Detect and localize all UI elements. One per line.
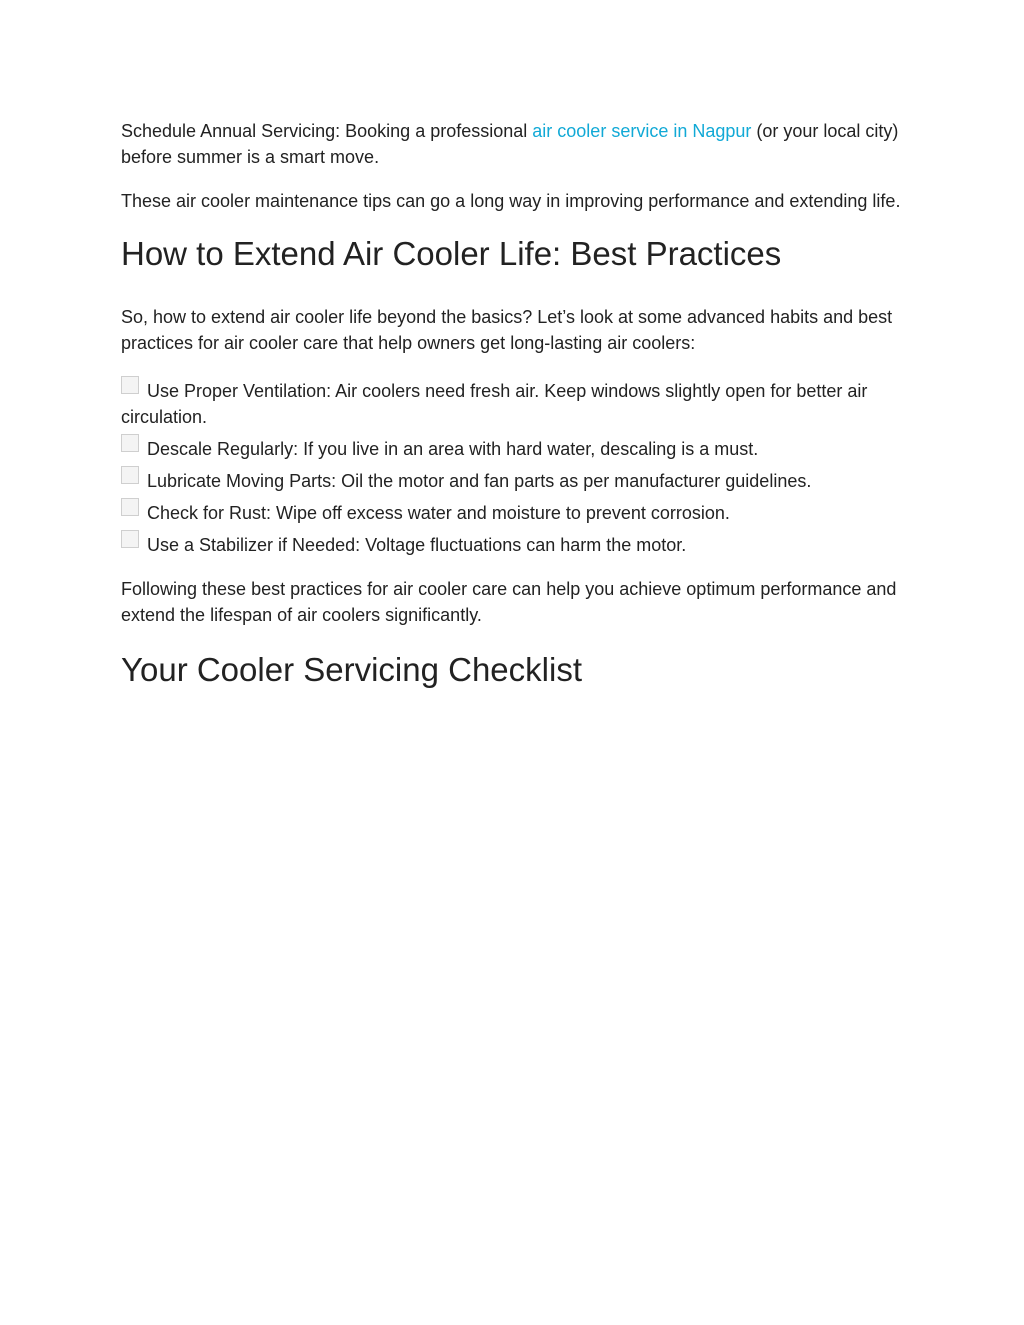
best-practices-intro: So, how to extend air cooler life beyond the basics? Let’s look at some advanced habits and best practices for air cooler care that help owners get long-lasting air coolers: [121,307,893,353]
best-practices-heading: How to Extend Air Cooler Life: Best Practices [121,235,782,272]
list-item-text: Check for Rust: Wipe off excess water and moisture to prevent corrosion. [147,503,730,523]
list-item [121,434,911,462]
list-item-text: Use Proper Ventilation: Air coolers need fresh air. Keep windows slightly open for better air circulation. [121,381,868,427]
intro-prefix: Schedule Annual Servicing: Booking a professional [121,121,533,141]
checkbox-icon [121,376,139,394]
document-page [121,118,911,690]
list-item-text: Lubricate Moving Parts: Oil the motor and fan parts as per manufacturer guidelines. [147,471,812,491]
checklist-heading: Your Cooler Servicing Checklist [121,651,582,688]
tips-paragraph: These air cooler maintenance tips can go a long way in improving performance and extending life. [121,191,901,211]
intro-paragraph [121,118,911,170]
list-item [121,530,911,558]
list-item-text: Descale Regularly: If you live in an area with hard water, descaling is a must. [147,439,759,459]
checkbox-icon [121,466,139,484]
list-item [121,466,911,494]
checkbox-icon [121,498,139,516]
list-item [121,376,911,430]
best-practices-list [121,376,911,558]
checkbox-icon [121,434,139,452]
service-link[interactable]: air cooler service in Nagpur [532,121,752,141]
list-item-text: Use a Stabilizer if Needed: Voltage fluctuations can harm the motor. [147,535,687,555]
checkbox-icon [121,530,139,548]
list-item [121,498,911,526]
conclusion-paragraph: Following these best practices for air cooler care can help you achieve optimum performance and extend the lifespan of air coolers significantly. [121,579,897,625]
intro-suffix: (or your local city) before summer is a smart move. [121,121,899,167]
